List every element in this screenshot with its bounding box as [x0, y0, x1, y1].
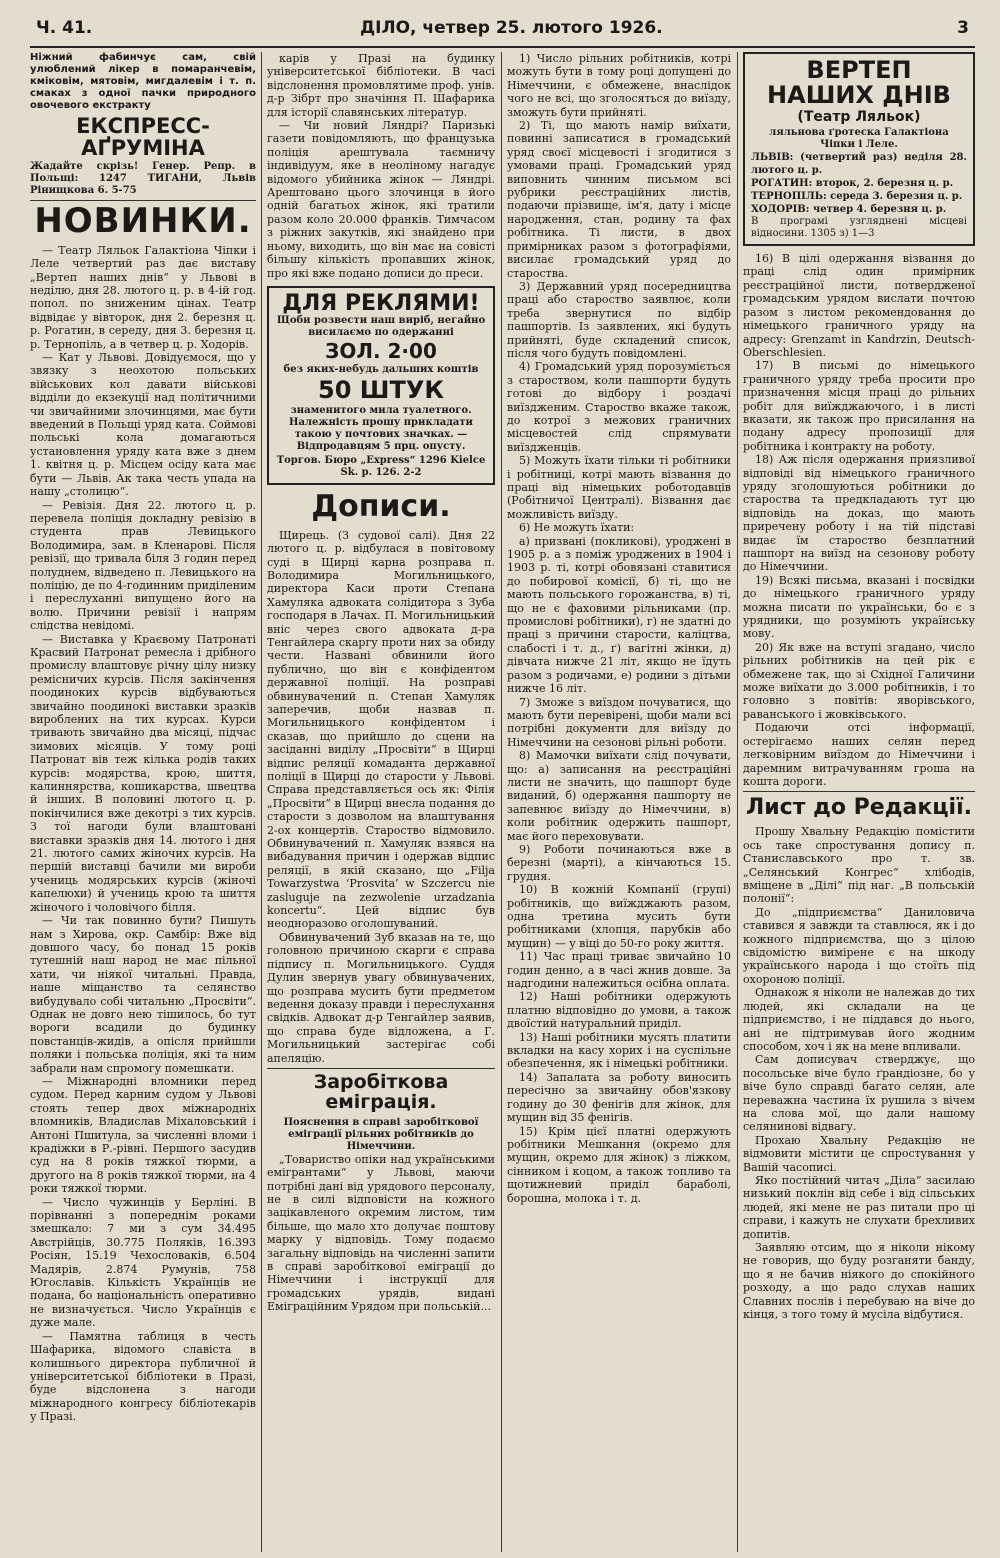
emigration-item: 8) Мамочки виїхати слід почувати, що: а) записання на реєстраційні листи не значить, що пашпорт буде виданий, б) одержання пашпорту не запевнює виїзду до Німеччини, в) коли робітник одержить пашпорт, має його переховувати.: [507, 749, 731, 843]
news-item: — Ревізія. Дня 22. лютого ц. р. перевела поліція докладну ревізію в студента прав Левицького Володимира, зам. в Кленарові. Після ревізії, що тривала біля 3 годин перед полуднем, відведено п. Левицького на поліцію, де по 4-годинним приділеним і переслуханні випущено його на волю. Причини ревізії і напрям слідства невідомі.: [30, 498, 256, 633]
ad-vertep-footer: В програмі узгляднені місцеві відносини. 1305 з) 1—3: [751, 216, 967, 240]
column-rule: [501, 52, 502, 1552]
emigration-item: 16) В цілі одержання візвання до праці слід один примірник реєстраційної листи, потвердженої громадським урядом вислати почтою разом з листом рекомендовання до німецького граничного уряду на адресу: Grenzamt in Kandrzin, Deutsch-Oberschlesien.: [743, 252, 975, 359]
ad-vertep-line: ляльнова ґротеска Галактіона Чіпки і Леле.: [769, 127, 949, 151]
ad-reklama-line: без яких-небудь дальших коштів: [283, 364, 479, 375]
emigration-item: Подаючи отсі інформації, остерігаємо наших селян перед легковірним виїздом до Німеччини і даремним витрачуванням гроша на кошта дороги.: [743, 721, 975, 788]
news-item: — Виставка у Краєвому Патронаті Красвий Патронат ремесла і дрібного промислу влаштовує річну цілу низку ремісничих курсів. Після закінчення поодиноких курсів відбуваються звичайно поодинокі виставки зразків вироблених на тих курсах. Курси тривають звичайно два місяці, підчас зимових місяців. У тому році Патронат вів теж кілька родів таких курсів: модярства, крою, шиття, калиннярства, кошикарства, швецтва й інших. В половині лютого ц. р. покінчилися вже декотрі з тих курсів. З тої нагоди були влаштовані виставки зразків дня 14. лютого і дня 21. лютого самих жіночих курсів. На першій виставці бачили ми вироби учениць модярських курсів (жіночі капелюхи) й учениць крою та шиття жіночого і чоловічого білля.: [30, 632, 256, 914]
letter-paragraph: Прошу Хвальну Редакцію помістити ось таке спростування допису п. Станиславського про т. зв. „Селянський Конгрес“ хлібодів, вміщене в „Ділі“ під наг. „В польській полонії“:: [743, 825, 975, 906]
letter-paragraph: Яко постійний читач „Діла“ засилаю низький поклін від себе і від сільських людей, які мене не раз питали про ці справи, і кажуть не слухати брехливих допитів.: [743, 1173, 975, 1241]
letter-paragraph: До „підприємства“ Даниловича ставився я завжди та ставлюся, як і до кожного підприємства, що з цілою свідомістю вимірене є на шкоду українського народа і що стоїть під охороною поліції.: [743, 905, 975, 986]
news-item: — Міжнародні вломники перед судом. Перед карним судом у Львові стоять тепер двох міжнародніх вломників, Владислав Міхаловський і Антоні Пшитула, за численні вломи і крадіжки в Р.-рівні. Першого засудив суд на 8 років тяжкої тюрми, а другого на 8 років тяжкої тюрми, на 4 роки тяжкої тюрми.: [30, 1074, 256, 1196]
emigration-item: 13) Наші робітники мусять платити вкладки на касу хорих і на суспільне обезпечення, як і німецькі робітники.: [507, 1030, 731, 1071]
emigration-item: 12) Наші робітники одержують платню відповідно до умови, а також двоїстий натуральний приділ.: [507, 990, 731, 1031]
emigration-item: 20) Як вже на вступі згадано, число рільних робітників на цей рік є обмежене так, що зі Східної Галичини може виїхати до 3.000 робітників, і то головно з повітів: яворівського, раванського і жовківського.: [743, 640, 975, 721]
ad-vertep-line: ТЕРНОПІЛЬ: середа 3. березня ц. р.: [751, 191, 963, 203]
section-title-letter: Лист до Редакції.: [745, 795, 972, 821]
section-title-dopysy: Дописи.: [311, 489, 451, 525]
news-item: Щирець. (З судової салі). Дня 22 лютого ц. р. відбулася в повітовому суді в Щирці карна розправа п. Володимира Могильницького, директора Каси проти Степана Хамуляка адвоката солідитора з Зуба господаря в Лачах. П. Могильницький вніс через свого адвоката д-ра Тенгайлера скаргу проти них за обиду чести. Названі обвинили його публично, що він є конфідентом державної поліції. На розправі обвинувачений п. Степан Хамуляк заперечив, щоби назвав п. Могильницького конфідентом і сказав, що прийшло до сцени на засіданні виділу „Просвіти“ в Щирці відпис реляції комаданта державної поліції в Щирці до старости у Львові. Справа представляється ось як: Філія „Просвіти“ в Щирці внесла подання до старости з дозволом на влаштування 2-ох концертів. Староство відмовило. Обвинувачений п. Хамуляк взявся на вибадування причин і одержав відпис реляції, в якій сказано, що „Filja Towarzystwa ‘Prosvita’ w Szczercu nie zasluguje na zezwolenie urzadzania koncertu“. Цей відпис був неодноразово оголошуваний.: [267, 528, 495, 931]
emigration-item: 11) Час праці триває звичайно 10 годин денно, а в часі жнив довше. За надгодини належиться осібна оплата.: [507, 950, 731, 991]
news-item: — Театр Ляльок Галактіона Чіпки і Леле четвертий раз дає виставу „Вертеп наших днів“ у Львові в неділю, дня 28. лютого ц. р. в 4-ій год. попол. по зниженим цінах. Театр відвідає у вівторок, дня 2. березня ц. р. Рогатин, в середу, дня 3. березня ц. р. Тернопіль, а в четвер ц. р. Ходорів.: [30, 243, 256, 351]
ad-agrumin-footer: Жадайте скрізь! Генер. Репр. в Польщі: 1247 ТИГАНИ, Львів Рінищкова 6. 5-75: [30, 161, 256, 197]
ad-vertep-line: ЛЬВІВ: (четвертий раз) неділя 28. лютого ц. р.: [751, 152, 967, 177]
emigration-item: 17) В письмі до німецького граничного уряду треба просити про призначення місця праці до рільних робіт для виїжджаючого, і в листі вказати, як також про присилання на подану адресу пропозиції для робітника і контракту на роботу.: [743, 359, 975, 453]
news-item: — Кат у Львові. Довідуємося, що у звязку з неохотою польських військових кол давати військові відділи до екзекуції над політичними чи звичайними злочинцями, має бути введений в Польщі уряд ката. Соймові польські кола домагаються установлення уряду ката вже з днем 1. квітня ц. р. Місцем осіду ката має бути — Львів. Ак така честь упада на нашу „столицю“.: [30, 351, 256, 499]
emigration-item: 15) Крім цієї платні одержують робітники Мешкання (окремо для мущин, окремо для жінок) з ліжком, сінником і коцом, а також топливо та щотижневий приділ бараболі, борошна, молока і т. д.: [507, 1124, 731, 1205]
ad-vertep-subtitle: (Театр Ляльок): [797, 109, 921, 126]
ad-agrumin-title: ЕКСПРЕСС-АҐРУМІНА: [76, 114, 210, 161]
emigration-subtitle: Пояснення в справі заробіткової еміграції рільних робітників до Німеччини.: [283, 1116, 479, 1152]
column-3: [507, 52, 731, 1552]
section-title-news: НОВИНКИ.: [34, 201, 252, 242]
news-item: Обвинувачений Зуб вказав на те, що головною причиною скарги є справа підпису п. Могильницького. Суддя Дулин звернув увагу обвинувачених, що розправа мусить бути предметом ведення доказу правди і переслухання свідків. Адвокат д-р Тенгайлер заявив, що справа буде відложена, а Г. Могильницький застерігає собі апеляцію.: [267, 930, 495, 1065]
emigration-item: 19) Всякі письма, вказані і посвідки до німецького граничного уряду можна писати по українськи, бо є з урядники, що розуміють українську мову.: [743, 573, 975, 641]
news-item: „Товариство опіки над українськими емігрантами“ у Львові, маючи потрібні дані від урядового персоналу, не в силі відповісти на кожного зацікавленого окремим листом, тим більше, що мало хто долучає поштову марку у відповідь. Тому подаємо загальну відповідь на численні запити в справі заробіткової еміграції до Німеччини і інструкції для громадських урядів, видані Еміграційним Урядом при польській...: [267, 1152, 495, 1314]
ad-vertep-line: ХОДОРІВ: четвер 4. березня ц. р.: [751, 204, 947, 216]
news-item: — Памятна таблиця в честь Шафарика, відомого славіста в колишнього директора публичної й університетської бібліотеки в Празі, буде відслонена з нагоди міжнародного конгресу бібліотекарів у Празі.: [30, 1329, 256, 1424]
column-rule: [737, 52, 738, 1552]
ad-reklama-title: ДЛЯ РЕКЛЯМИ!: [282, 290, 480, 316]
emigration-item: а) призвані (покликові), уроджені в 1905 р. а з поміж уроджених в 1904 і 1903 р. ті, котрі обовязані ставитися до побирової комісії, б) ті, що не мають польського горожанства, в) ті, що не є фаховими рільниками (пр. промислові робітники), г) не здатні до праці з причини старости, каліцтва, слабості і т. д., ґ) вагітні жінки, д) дівчата нижче 21 літ, якщо не їдуть разом з родичами, е) родини з дітьми нижче 16 літ.: [507, 534, 731, 696]
emigration-item: 5) Можуть їхати тільки ті робітники і робітниці, котрі мають візвання до праці від німецьких роботодавців (Робітничої Централі). Візвання дає можливість виїзду.: [507, 454, 731, 521]
letter-paragraph: Заявляю отсим, що я ніколи нікому не говорив, що буду розганяти банду, що я не бачив ніякого до спокійного розходу, а що радо слухав наших Славних послів і перебуваю на віче до кінця, з того тому й мусіла відбутися.: [743, 1241, 975, 1322]
section-title-emigration: Заробіткова еміграція.: [313, 1070, 449, 1113]
column-2: [267, 52, 495, 1552]
news-item: — Число чужинців у Берліні. В порівнанні з попереднім роками змешкало: 7 ми з сум 34.495 Австрійців, 30.775 Поляків, 16.393 Росіян, 15.19 Чехословаків, 6.504 Мадярів, 2.874 Румунів, 758 Югославів. Кількість Українців не подана, бо національність оперативно не визначується. Число Українців є дуже мале.: [30, 1195, 256, 1330]
news-item: — Чи новий Ляндрі? Паризькі газети повідомляють, що французька поліція арештувала таємничу індивідуум, яке в неоліному нагадує відомого убийника жінок — Ляндрі. Арештовано цього злочинця в його одній багатьох жінок, які тратили разом коло 20.000 франків. Тимчасом з ріжних закутків, які знайдено при ньому, виходить, що він має на совісті більшу кількість пропавших жінок, про які вже подано дописи до преси.: [267, 119, 495, 280]
emigration-item: 10) В кожній Компанії (групі) робітників, що виїжджають разом, одна третина мусить бути робітниками (хлопця, парубків або мущин) — у віці до 50-го року життя.: [507, 883, 731, 950]
ad-reklama: [267, 286, 495, 485]
ad-reklama-line: Щоби розвести наш виріб, негайно висилаємо по одержанні: [276, 315, 486, 338]
letter-paragraph: Прохаю Хвальну Редакцію не відмовити містити це спростування у Вашій часописі.: [743, 1133, 975, 1174]
emigration-item: 1) Число рільних робітників, котрі можуть бути в тому році допущені до Німеччини, є обмежене, внаслідок чого не всі, що зголосяться до виїзду, зможуть бути прийняті.: [507, 52, 731, 119]
letter-paragraph: Однакож я ніколи не належав до тих людей, які складали на це підприємство, і не піддався до нього, ані не підтримував його жодним способом, хоч і як на мене впливали.: [743, 986, 975, 1053]
letter-paragraph: Сам дописувач стверджує, що посольське віче було ґрандіозне, бо у віче було справді багато селян, але переважна частина їх рушила з вічем на слова мої, що дали нашому селянинові відвагу.: [743, 1053, 975, 1134]
emigration-item: 14) Запалата за роботу виносить пересічно за звичайну обов'язкову годину до 30 фенігів для жінок, для мущин від 35 фенігів.: [507, 1070, 731, 1125]
emigration-item: 4) Громадський уряд порозуміється з староством, коли пашпорти будуть готові до відбору і роздачі виїздженим. Староство вкаже також, до котрої з межових граничних місцевостей слід спрямувати виїздженців.: [507, 360, 731, 454]
ad-reklama-footer: Торгов. Бюро „Express“ 1296 Kielce Sk. p. 126. 2-2: [276, 455, 486, 479]
news-item: — Чи так повинно бути? Пишуть нам з Хирова, окр. Самбір: Вже від довшого часу, бо понад 15 років тутешній наш народ не має пільної хати, чи ніякої читальні. Правда, наше міщанство та селянство вибудувало собі читальню „Просвіти“. Однак не довго нею тішилось, бо тут вороги всадили до будинку повстанців-жидів, а опісля прийшли поляки і польська поліція, які та ним забрали нам спромогу помешкати.: [30, 914, 256, 1075]
ad-reklama-line: знаменитого мила туалетного. Належність прошу прикладати такою у почтових значках. — Відпродавцям 5 прц. опусту.: [289, 405, 473, 453]
column-rule: [261, 52, 262, 1552]
issue-number: Ч. 41.: [36, 18, 93, 38]
emigration-item: 18) Аж після одержання приязливої відповіді від німецького граничного уряду зголошуються робітники до староства та предкладають тут цю відповідь на доказ, що мають приречену роботу і на тій підставі видає їм староство безплатний пашпорт на виїзд на сезонову роботу до Німеччини.: [743, 453, 975, 574]
ad-vertep-title: ВЕРТЕП НАШИХ ДНІВ: [767, 56, 951, 110]
emigration-item: 7) Зможе з виїздом почуватися, що мають бути перевірені, щоби мали всі потрібні документи для виїзду до Німеччини на сезонові рільні роботи.: [507, 695, 731, 749]
masthead-date: ДІЛО, четвер 25. лютого 1926.: [360, 18, 663, 38]
ad-vertep-line: РОГАТИН: второк, 2. березня ц. р.: [751, 178, 954, 190]
divider: [267, 1068, 495, 1069]
emigration-item: 6) Не можуть їхати:: [519, 521, 635, 535]
news-item: карів у Празі на будинку університетської бібліотеки. В часі відслонення промовлятиме проф. унів. д-р Зібрт про значіння П. Шафарика для історії славянських літератур.: [267, 52, 495, 119]
divider: [743, 791, 975, 792]
page-number: 3: [957, 18, 969, 38]
ad-agrumin-text: Ніжний фабинчує сам, свій улюблений лікер в помаранчевім, кміковім, мятовім, мигдалевім і т. п. смаках з одної пачки природного овочевого екстракту: [30, 52, 256, 111]
emigration-item: 2) Ті, що мають намір виїхати, повинні записатися в громадський уряд своєї місцевості і згодитися з умовами праці. Громадський уряд виповнить чинним письмом всі рубрики реєстраційних листів, подаючи прізвище, ім'я, дату і місце народження, стан, родину та фах робітника. Ті листи, в двох примірниках разом з фотографіями, висилає громадський уряд до староства.: [507, 119, 731, 280]
emigration-item: 9) Роботи починаються вже в березні (марті), а кінчаються 15. грудня.: [507, 842, 731, 883]
ad-vertep: [743, 52, 975, 246]
ad-reklama-count: 50 ШТУК: [318, 376, 444, 404]
page-header: [30, 12, 975, 48]
column-4: [743, 52, 975, 1552]
ad-reklama-price: ЗОЛ. 2·00: [325, 339, 437, 363]
emigration-item: 3) Державний уряд посередництва праці або староство заявлює, коли треба звернутися по відбір пашпортів. Із заявлених, які будуть прийняті, буде складений список, після чого будуть повідомлені.: [507, 279, 731, 360]
column-1: [30, 52, 256, 1552]
